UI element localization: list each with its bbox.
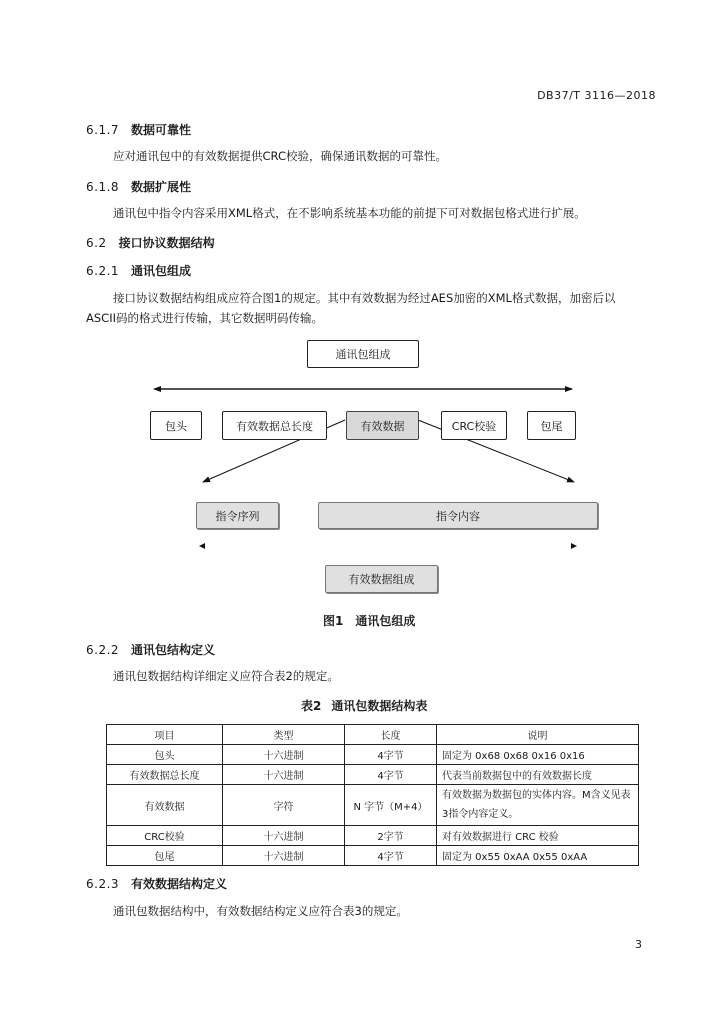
box-crc: CRC校验 <box>441 411 507 440</box>
section-6-2-3-text: 通讯包数据结构中，有效数据结构定义应符合表3的规定。 <box>113 904 408 918</box>
table-cell: CRC校验 <box>107 826 223 846</box>
figure-1-caption <box>323 612 415 629</box>
box-payload: 有效数据 <box>346 411 419 440</box>
table-row <box>107 826 639 846</box>
section-6-2-3-heading <box>86 875 227 892</box>
section-number: 6.2 <box>86 236 107 250</box>
table-2 <box>106 724 639 866</box>
section-title: 数据扩展性 <box>131 180 192 194</box>
column-header: 项目 <box>107 725 223 745</box>
box-command-sequence: 指令序列 <box>196 502 279 529</box>
box-command-content: 指令内容 <box>318 502 598 529</box>
section-number: 6.1.8 <box>86 180 120 194</box>
table-cell: 有效数据总长度 <box>107 765 223 785</box>
section-6-2-1-text-line2: ASCII码的格式进行传输，其它数据明码传输。 <box>86 311 323 325</box>
section-number: 6.2.1 <box>86 264 120 278</box>
table-cell: 2字节 <box>345 826 437 846</box>
table-cell: 字符 <box>223 785 345 826</box>
box-header: 包头 <box>150 411 202 440</box>
section-6-1-8-text: 通讯包中指令内容采用XML格式，在不影响系统基本功能的前提下可对数据包格式进行扩展。 <box>113 206 586 220</box>
box-total-length: 有效数据总长度 <box>222 411 327 440</box>
section-number: 6.2.3 <box>86 877 120 891</box>
table-cell: 有效数据 <box>107 785 223 826</box>
table-cell: N 字节（M+4） <box>345 785 437 826</box>
table-row <box>107 846 639 866</box>
table-cell: 包头 <box>107 745 223 765</box>
table-cell: 十六进制 <box>223 846 345 866</box>
table-cell: 包尾 <box>107 846 223 866</box>
table-number: 表2 <box>301 699 322 713</box>
table-cell: 对有效数据进行 CRC 校验 <box>437 826 639 846</box>
box-packet-composition: 通讯包组成 <box>307 340 419 368</box>
table-cell: 十六进制 <box>223 826 345 846</box>
section-title: 通讯包结构定义 <box>131 643 216 657</box>
table-cell: 固定为 0x68 0x68 0x16 0x16 <box>437 745 639 765</box>
column-header: 类型 <box>223 725 345 745</box>
section-title: 有效数据结构定义 <box>131 877 228 891</box>
table-cell: 4字节 <box>345 765 437 785</box>
figure-title: 通讯包组成 <box>355 614 416 628</box>
section-6-2-2-heading <box>86 641 215 658</box>
table-cell: 十六进制 <box>223 765 345 785</box>
column-header: 长度 <box>345 725 437 745</box>
table-row <box>107 785 639 826</box>
table-row <box>107 745 639 765</box>
table-header-row <box>107 725 639 745</box>
table-cell: 4字节 <box>345 745 437 765</box>
table-row <box>107 765 639 785</box>
span-marker-left <box>199 543 205 549</box>
section-6-1-7-text: 应对通讯包中的有效数据提供CRC校验，确保通讯数据的可靠性。 <box>113 149 447 163</box>
table-cell: 十六进制 <box>223 745 345 765</box>
box-payload-composition: 有效数据组成 <box>325 565 438 593</box>
section-6-2-1-text-line1: 接口协议数据结构组成应符合图1的规定。其中有效数据为经过AES加密的XML格式数据，加密后以 <box>113 291 616 305</box>
section-number: 6.2.2 <box>86 643 120 657</box>
table-cell: 固定为 0x55 0xAA 0x55 0xAA <box>437 846 639 866</box>
column-header: 说明 <box>437 725 639 745</box>
box-trailer: 包尾 <box>527 411 576 440</box>
section-number: 6.1.7 <box>86 123 120 137</box>
table-cell: 代表当前数据包中的有效数据长度 <box>437 765 639 785</box>
section-title: 通讯包组成 <box>131 264 192 278</box>
page-number: 3 <box>635 938 642 951</box>
section-6-2-2-text: 通讯包数据结构详细定义应符合表2的规定。 <box>113 669 339 683</box>
section-title: 数据可靠性 <box>131 123 192 137</box>
table-2-caption <box>301 697 427 714</box>
span-marker-right <box>571 543 577 549</box>
table-cell: 有效数据为数据包的实体内容。M含义见表3指令内容定义。 <box>437 785 639 826</box>
table-cell: 4字节 <box>345 846 437 866</box>
figure-number: 图1 <box>323 614 344 628</box>
table-title: 通讯包数据结构表 <box>331 699 428 713</box>
section-title: 接口协议数据结构 <box>118 236 215 250</box>
standard-number: DB37/T 3116—2018 <box>537 89 656 102</box>
